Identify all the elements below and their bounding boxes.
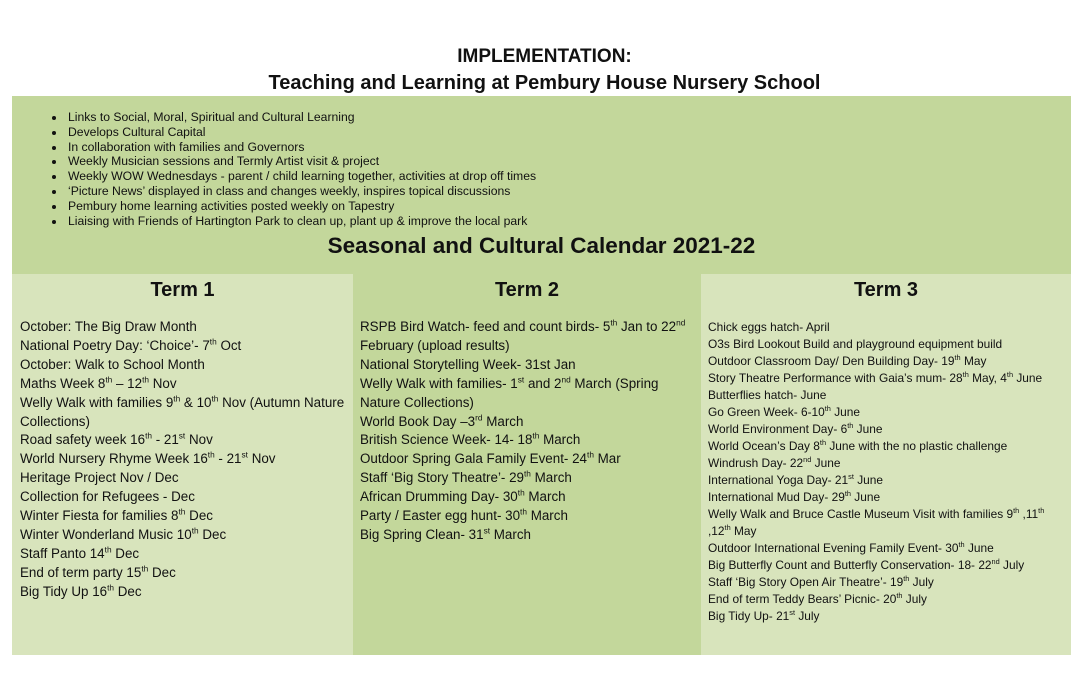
- term-1-heading: Term 1: [150, 279, 215, 301]
- aim-item: • Liaising with Friends of Hartington Park to clean up, plant up & improve the local park: [66, 214, 536, 229]
- term-item: Collection for Refugees - Dec: [20, 489, 195, 505]
- term-item: Windrush Day- 22nd June: [708, 455, 841, 470]
- term-3-list: [708, 319, 1065, 625]
- term-item: Big Butterfly Count and Butterfly Conservation- 18- 22nd July: [708, 557, 1025, 572]
- term-item: Go Green Week- 6-10th June: [708, 404, 860, 419]
- aim-item: • Weekly Musician sessions and Termly Artist visit & project: [66, 154, 536, 169]
- term-item: Big Spring Clean- 31st March: [360, 525, 531, 542]
- term-item: World Environment Day- 6th June: [708, 421, 883, 436]
- term-item: International Mud Day- 29th June: [708, 489, 881, 504]
- aim-item: • Weekly WOW Wednesdays - parent / child learning together, activities at drop off times: [66, 169, 536, 184]
- term-item: Welly Walk and Bruce Castle Museum Visit with families 9th ,11th ,12th May: [708, 506, 1045, 538]
- term-item: National Storytelling Week- 31st Jan: [360, 356, 576, 372]
- aim-item: • ‘Picture News’ displayed in class and changes weekly, inspires topical discussions: [66, 184, 536, 199]
- term-item: Welly Walk with families 9th & 10th Nov (Autumn Nature Collections): [20, 393, 345, 429]
- term-1-column: [12, 274, 353, 655]
- term-item: Outdoor Spring Gala Family Event- 24th Mar: [360, 449, 621, 467]
- term-item: African Drumming Day- 30th March: [360, 487, 566, 505]
- term-item: Staff ‘Big Story Theatre’- 29th March: [360, 468, 572, 486]
- term-item: Road safety week 16th - 21st Nov: [20, 430, 213, 448]
- term-item: RSPB Bird Watch- feed and count birds- 5th Jan to 22nd February (upload results): [360, 317, 686, 353]
- term-item: Outdoor International Evening Family Event- 30th June: [708, 540, 994, 555]
- term-item: Story Theatre Performance with Gaia’s mum- 28th May, 4th June: [708, 370, 1043, 385]
- term-item: Staff ‘Big Story Open Air Theatre’- 19th July: [708, 574, 934, 589]
- term-item: National Poetry Day: ‘Choice’- 7th Oct: [20, 336, 242, 353]
- term-item: World Nursery Rhyme Week 16th - 21st Nov: [20, 449, 276, 467]
- aims-list: [42, 110, 536, 228]
- term-item: Winter Wonderland Music 10th Dec: [20, 525, 227, 542]
- term-2-heading: Term 2: [494, 279, 560, 301]
- term-item: International Yoga Day- 21st June: [708, 472, 883, 487]
- term-item: British Science Week- 14- 18th March: [360, 430, 581, 448]
- aim-item: • Develops Cultural Capital: [66, 125, 536, 140]
- term-2-list: [360, 318, 695, 545]
- term-item: Big Tidy Up- 21st July: [708, 608, 820, 623]
- term-item: October: Walk to School Month: [20, 356, 205, 372]
- calendar-title: Seasonal and Cultural Calendar 2021-22: [327, 233, 756, 258]
- term-item: Butterflies hatch- June: [708, 388, 827, 402]
- aim-item: • Links to Social, Moral, Spiritual and Cultural Learning: [66, 110, 536, 125]
- term-3-heading: Term 3: [853, 279, 919, 301]
- term-item: Outdoor Classroom Day/ Den Building Day- 19th May: [708, 353, 987, 368]
- term-item: October: The Big Draw Month: [20, 319, 197, 334]
- term-item: World Ocean’s Day 8th June with the no plastic challenge: [708, 438, 1008, 453]
- aim-item: • In collaboration with families and Governors: [66, 140, 536, 155]
- term-item: O3s Bird Lookout Build and playground equipment build: [708, 337, 1003, 351]
- aim-item: • Pembury home learning activities posted weekly on Tapestry: [66, 199, 536, 214]
- term-1-list: [20, 318, 347, 602]
- term-item: World Book Day –3rd March: [360, 412, 524, 429]
- header-subtitle: Teaching and Learning at Pembury House Nursery School: [268, 72, 821, 94]
- aims-panel: [12, 96, 1071, 274]
- term-item: Chick eggs hatch- April: [708, 320, 830, 334]
- page-header: [0, 44, 1089, 96]
- header-title: IMPLEMENTATION:: [457, 46, 632, 67]
- term-item: Big Tidy Up 16th Dec: [20, 582, 142, 599]
- term-item: Winter Fiesta for families 8th Dec: [20, 506, 213, 524]
- term-item: End of term Teddy Bears’ Picnic- 20th July: [708, 591, 927, 606]
- term-item: Welly Walk with families- 1st and 2nd March (Spring Nature Collections): [360, 374, 659, 410]
- term-item: Party / Easter egg hunt- 30th March: [360, 506, 568, 524]
- term-item: Maths Week 8th – 12th Nov: [20, 374, 177, 391]
- term-item: End of term party 15th Dec: [20, 563, 176, 580]
- term-item: Staff Panto 14th Dec: [20, 544, 140, 561]
- term-item: Heritage Project Nov / Dec: [20, 470, 179, 486]
- term-3-column: [701, 274, 1071, 655]
- term-2-column: [353, 274, 701, 655]
